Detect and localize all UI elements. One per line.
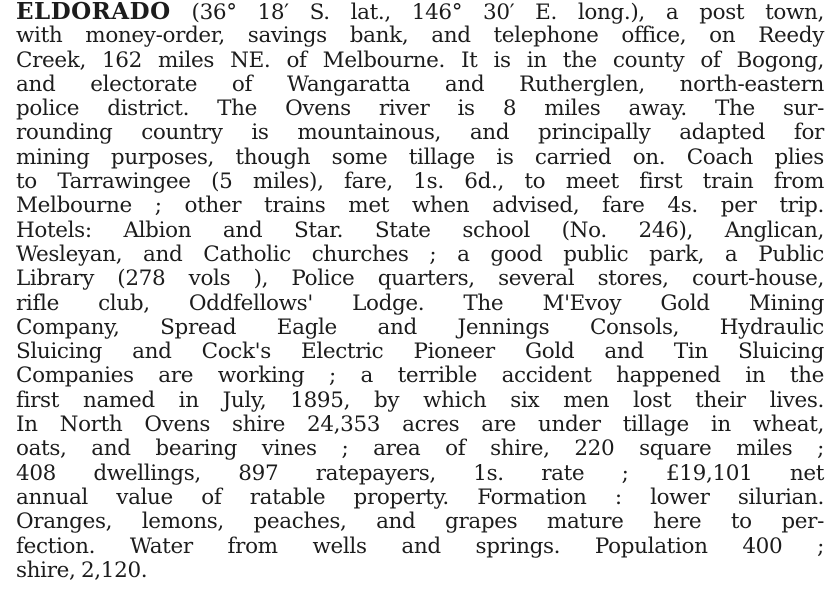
entry-line-16: Companies are working ; a terrible accident happened in the (16, 363, 824, 389)
entry-line-3: Creek, 162 miles NE. of Melbourne. It is in the county of Bogong, (16, 47, 824, 73)
entry-line-5: police district. The Ovens river is 8 miles away. The sur- (16, 96, 824, 122)
entry-line-15: Sluicing and Cock's Electric Pioneer Gold and Tin Sluicing (16, 339, 824, 365)
entry-line-10: Hotels: Albion and Star. State school (No. 246), Anglican, (16, 217, 824, 243)
entry-line-7: mining purposes, though some tillage is carried on. Coach plies (16, 144, 824, 170)
entry-line-text: (36° 18′ S. lat., 146° 30′ E. long.), a post town, (191, 0, 824, 25)
entry-line-13: rifle club, Oddfellows' Lodge. The M'Evoy Gold Mining (16, 290, 824, 316)
entry-line-22: Oranges, lemons, peaches, and grapes mature here to per- (16, 509, 824, 535)
entry-line-2: with money-order, savings bank, and telephone office, on Reedy (16, 23, 824, 49)
entry-line-14: Company, Spread Eagle and Jennings Consols, Hydraulic (16, 314, 824, 340)
entry-line-6: rounding country is mountainous, and principally adapted for (16, 120, 824, 146)
entry-line-1 (16, 0, 824, 24)
entry-line-23: fection. Water from wells and springs. Population 400 ; (16, 533, 824, 559)
entry-line-12: Library (278 vols ), Police quarters, several stores, court-house, (16, 266, 824, 292)
entry-line-17: first named in July, 1895, by which six men lost their lives. (16, 387, 824, 413)
entry-line-9: Melbourne ; other trains met when advised, fare 4s. per trip. (16, 193, 824, 219)
entry-line-11: Wesleyan, and Catholic churches ; a good public park, a Public (16, 241, 824, 267)
entry-line-21: annual value of ratable property. Formation : lower silurian. (16, 484, 824, 510)
entry-headword: ELDORADO (16, 0, 171, 25)
entry-line-4: and electorate of Wangaratta and Rutherglen, north-eastern (16, 71, 824, 97)
entry-line-18: In North Ovens shire 24,353 acres are under tillage in wheat, (16, 412, 824, 438)
gazetteer-entry (16, 0, 824, 583)
entry-line-8: to Tarrawingee (5 miles), fare, 1s. 6d., to meet first train from (16, 169, 824, 195)
entry-line-19: oats, and bearing vines ; area of shire, 220 square miles ; (16, 436, 824, 462)
entry-line-24: shire, 2,120. (16, 557, 148, 583)
entry-line-20: 408 dwellings, 897 ratepayers, 1s. rate ; £19,101 net (16, 460, 824, 486)
